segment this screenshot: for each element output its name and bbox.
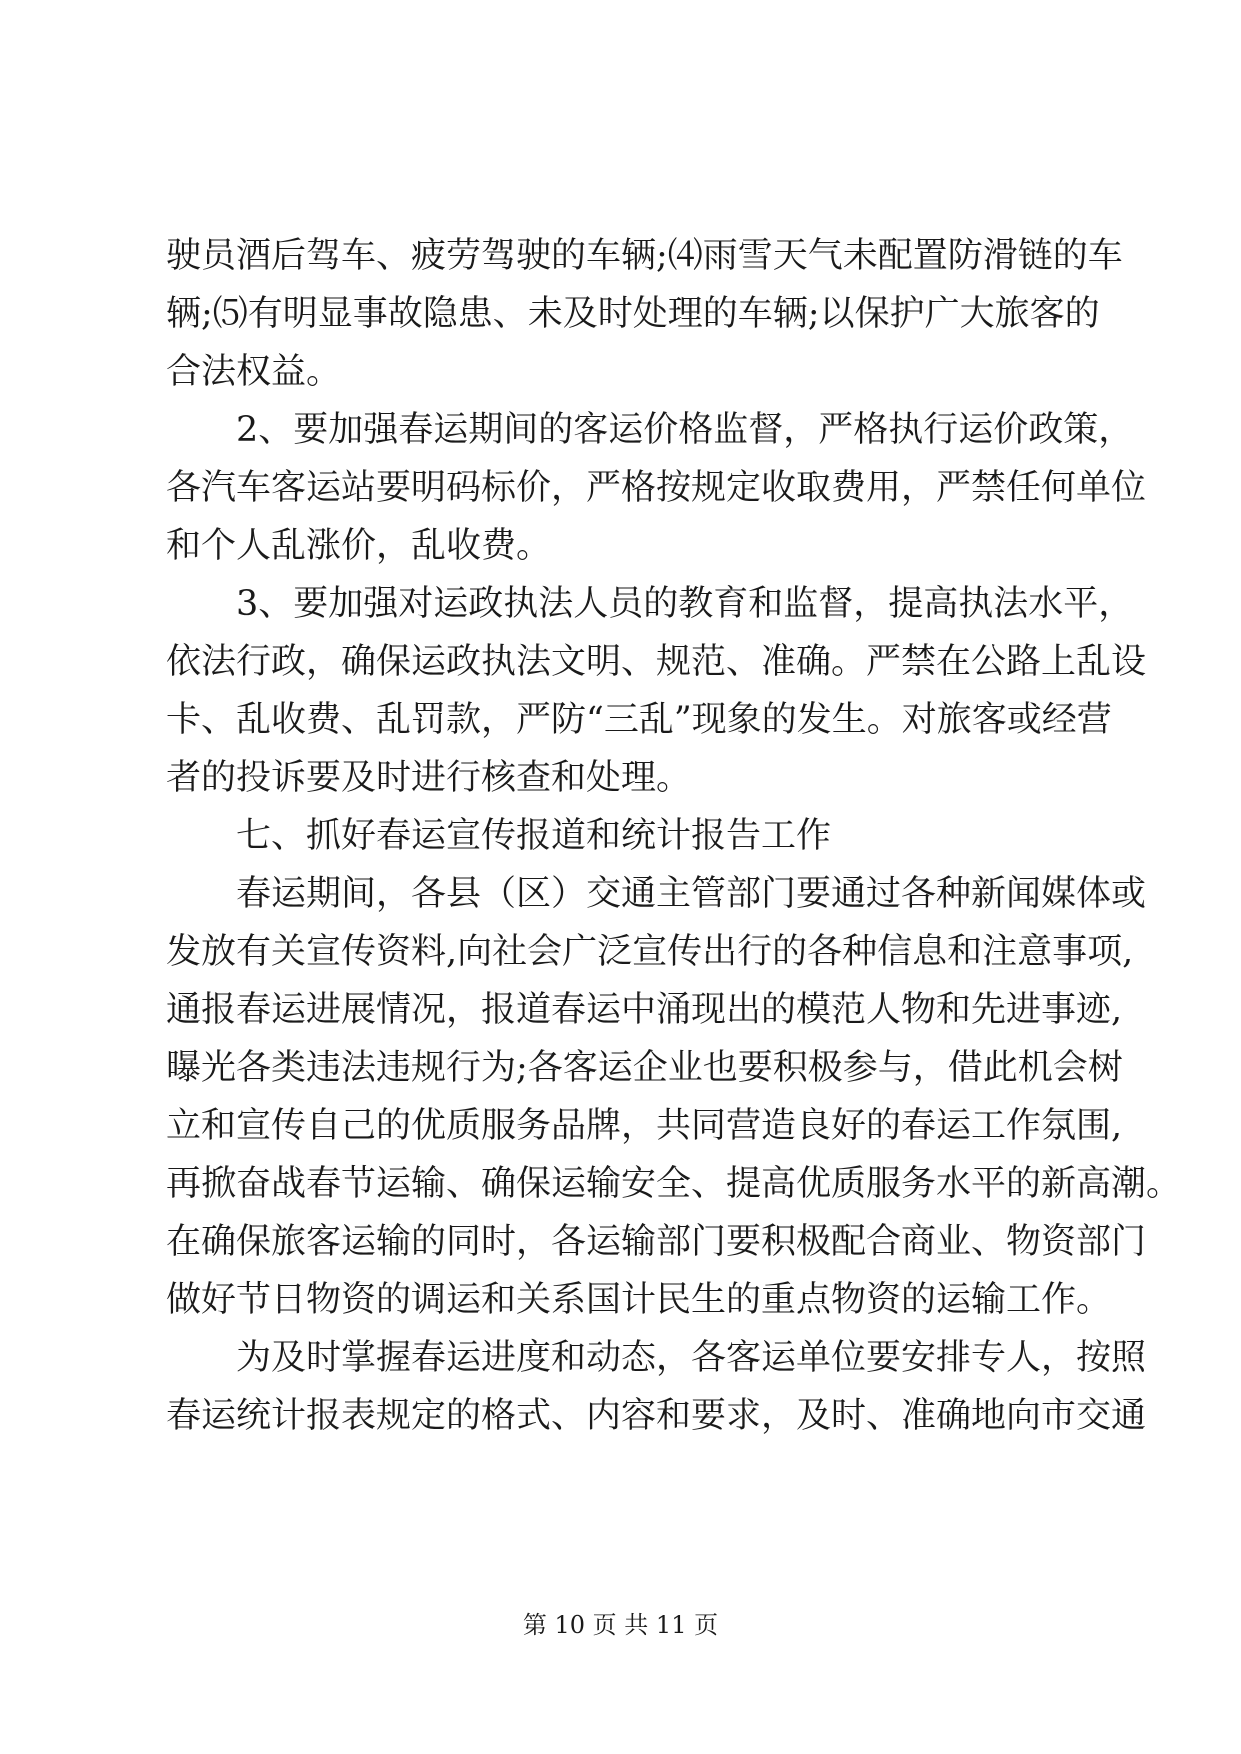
body-line: 曝光各类违法违规行为;各客运企业也要积极参与，借此机会树	[166, 1048, 1123, 1088]
body-line: 卡、乱收费、乱罚款，严防“三乱”现象的发生。对旅客或经营	[166, 700, 1112, 740]
paragraph-start-line: 2、要加强春运期间的客运价格监督，严格执行运价政策，	[236, 410, 1134, 450]
body-line: 发放有关宣传资料,向社会广泛宣传出行的各种信息和注意事项,	[166, 932, 1134, 972]
body-line: 者的投诉要及时进行核查和处理。	[166, 758, 692, 798]
body-line: 通报春运进展情况，报道春运中涌现出的模范人物和先进事迹,	[166, 990, 1123, 1030]
body-line: 各汽车客运站要明码标价，严格按规定收取费用，严禁任何单位	[166, 468, 1147, 508]
body-line: 做好节日物资的调运和关系国计民生的重点物资的运输工作。	[166, 1280, 1112, 1320]
body-line: 立和宣传自己的优质服务品牌，共同营造良好的春运工作氛围,	[166, 1106, 1123, 1146]
page-number-footer: 第 10 页 共 11 页	[522, 1611, 719, 1639]
body-line: 春运统计报表规定的格式、内容和要求，及时、准确地向市交通	[166, 1396, 1147, 1436]
section-heading: 七、抓好春运宣传报道和统计报告工作	[236, 816, 832, 856]
body-line: 驶员酒后驾车、疲劳驾驶的车辆;⑷雨雪天气未配置防滑链的车	[166, 236, 1123, 276]
paragraph-start-line: 春运期间，各县（区）交通主管部门要通过各种新闻媒体或	[236, 874, 1147, 914]
body-line: 和个人乱涨价，乱收费。	[166, 526, 552, 566]
body-line: 再掀奋战春节运输、确保运输安全、提高优质服务水平的新高潮。	[166, 1164, 1182, 1204]
paragraph-start-line: 为及时掌握春运进度和动态，各客运单位要安排专人，按照	[236, 1338, 1147, 1378]
body-line: 合法权益。	[166, 352, 342, 392]
body-line: 依法行政，确保运政执法文明、规范、准确。严禁在公路上乱设	[166, 642, 1147, 682]
paragraph-start-line: 3、要加强对运政执法人员的教育和监督，提高执法水平，	[236, 584, 1134, 624]
body-line: 在确保旅客运输的同时，各运输部门要积极配合商业、物资部门	[166, 1222, 1147, 1262]
body-line: 辆;⑸有明显事故隐患、未及时处理的车辆;以保护广大旅客的	[166, 294, 1100, 334]
